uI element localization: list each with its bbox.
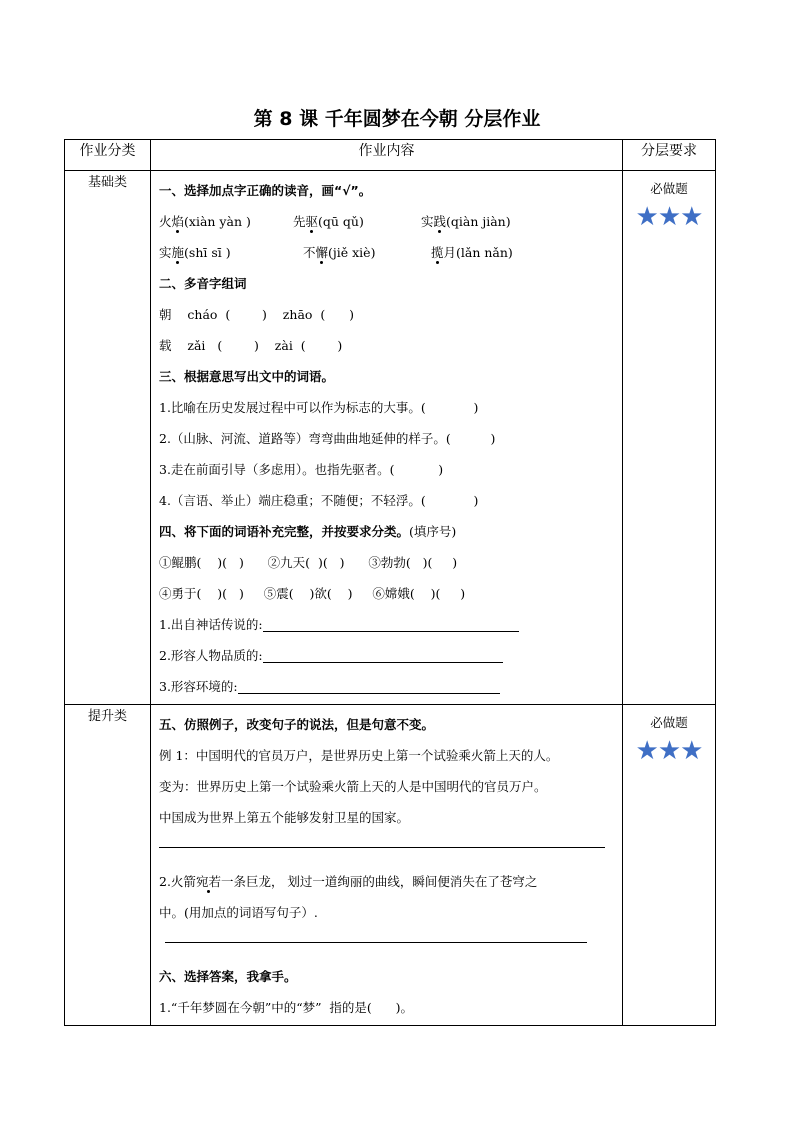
answer-blank[interactable] <box>263 644 503 663</box>
requirement-cell <box>623 171 716 705</box>
q3-item-4: 4.（言语、举止）端庄稳重；不随便；不轻浮。( ) <box>159 493 479 508</box>
q5-item-2: 2.火箭宛若一条巨龙， 划过一道绚丽的曲线，瞬间便消失在了苍穹之 <box>159 874 538 889</box>
q4-words-1: ①鲲鹏( )( ) ②九天( )( ) ③勃勃( )( ) <box>159 555 458 570</box>
q3-item-3: 3.走在前面引导（多虑用）。也指先驱者。( ) <box>159 462 444 477</box>
header-row <box>65 140 716 171</box>
content-cell <box>151 705 623 1026</box>
star-rating-icon: ★★★ <box>635 202 703 232</box>
q1-line-2 <box>159 237 614 268</box>
homework-table <box>64 139 716 1026</box>
classify-label: 2.形容人物品质的: <box>159 648 263 663</box>
q5-task: 中国成为世界上第五个能够发射卫星的国家。 <box>159 810 410 825</box>
list-item: 先驱(qū qǔ) <box>292 214 364 229</box>
q4-heading-line <box>159 516 614 547</box>
q2-line-2: 载 zǎi ( ) zài ( ) <box>159 338 343 353</box>
list-item: 不懈(jiě xiè) <box>302 245 376 260</box>
list-item: 实施(shī sī ) <box>159 245 231 260</box>
page-title: 第 8 课 千年圆梦在今朝 分层作业 <box>253 108 541 130</box>
category-cell: 基础类 <box>65 171 151 705</box>
q3-item-2: 2.（山脉、河流、道路等）弯弯曲曲地延伸的样子。( ) <box>159 431 496 446</box>
q5-example: 例 1：中国明代的官员万户，是世界历史上第一个试验乘火箭上天的人。 <box>159 748 559 763</box>
header-requirement: 分层要求 <box>623 140 716 171</box>
q4-heading: 四、将下面的词语补充完整，并按要求分类。 <box>159 524 410 539</box>
requirement-cell <box>623 705 716 1026</box>
q6-heading: 六、选择答案，我拿手。 <box>159 969 297 984</box>
q5-changed: 变为：世界历史上第一个试验乘火箭上天的人是中国明代的官员万户。 <box>159 779 547 794</box>
table-row-advanced <box>65 705 716 1026</box>
q1-heading: 一、选择加点字正确的读音，画“√”。 <box>159 183 372 198</box>
table-row-basic <box>65 171 716 705</box>
answer-blank[interactable] <box>238 675 500 694</box>
q3-item-1: 1.比喻在历史发展过程中可以作为标志的大事。( ) <box>159 400 479 415</box>
list-item: 实践(qiàn jiàn) <box>420 214 511 229</box>
classify-label: 1.出自神话传说的: <box>159 617 263 632</box>
answer-blank[interactable] <box>263 613 519 632</box>
q4-classify-1 <box>159 609 614 640</box>
header-category: 作业分类 <box>65 140 151 171</box>
requirement-label: 必做题 <box>650 181 688 196</box>
answer-line[interactable] <box>159 833 605 848</box>
q5-item-2-cont: 中。(用加点的词语写句子）. <box>159 905 318 920</box>
list-item: 揽月(lǎn nǎn) <box>430 245 513 260</box>
q2-line-1: 朝 cháo ( ) zhāo ( ) <box>159 307 354 322</box>
q4-classify-2 <box>159 640 614 671</box>
q4-words-2: ④勇于( )( ) ⑤震( )欲( ) ⑥嫦娥( )( ) <box>159 586 466 601</box>
classify-label: 3.形容环境的: <box>159 679 238 694</box>
answer-line[interactable] <box>165 928 587 943</box>
q4-classify-3 <box>159 671 614 702</box>
q1-line-1 <box>159 206 614 237</box>
header-content: 作业内容 <box>151 140 623 171</box>
content-cell <box>151 171 623 705</box>
q2-heading: 二、多音字组词 <box>159 276 247 291</box>
q4-heading-note: (填序号) <box>409 524 457 539</box>
category-cell: 提升类 <box>65 705 151 1026</box>
q3-heading: 三、根据意思写出文中的词语。 <box>159 369 335 384</box>
star-rating-icon: ★★★ <box>635 736 703 766</box>
list-item: 火焰(xiàn yàn ) <box>159 214 251 229</box>
requirement-label: 必做题 <box>650 715 688 730</box>
q5-heading: 五、仿照例子，改变句子的说法，但是句意不变。 <box>159 717 435 732</box>
q6-item-1: 1.“千年梦圆在今朝”中的“梦” 指的是( )。 <box>159 1000 414 1015</box>
